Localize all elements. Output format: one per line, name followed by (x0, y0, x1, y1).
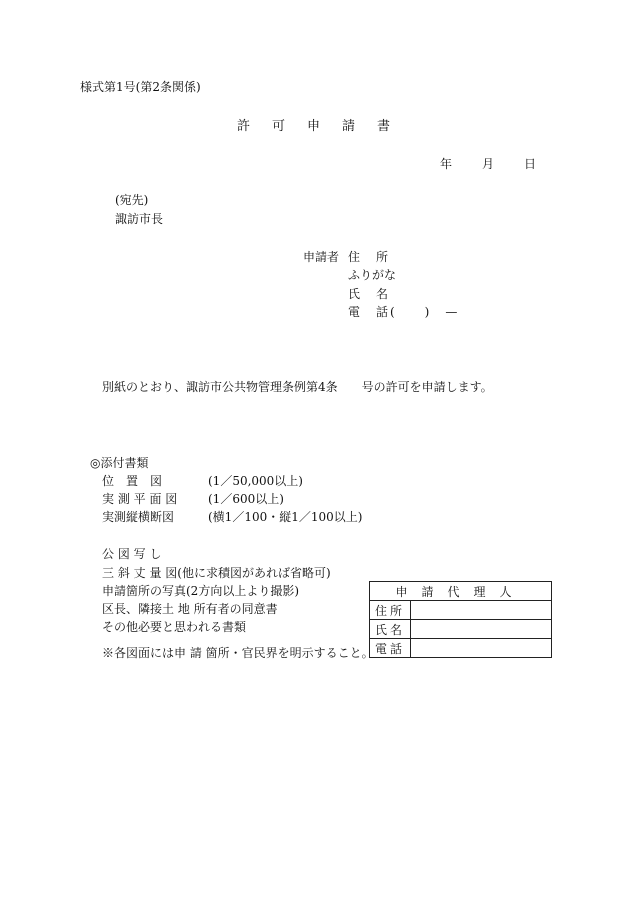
attachment-item-name: 実 測 平 面 図 (102, 492, 178, 506)
page-title: 許可申請書 (237, 119, 413, 134)
agent-table-header: 申請代理人 (370, 582, 552, 601)
agent-address-value[interactable] (411, 601, 552, 620)
applicant-furigana-label: ふりがな (348, 268, 397, 282)
attachment-other: 区長、隣接土 地 所有者の同意書 (102, 602, 278, 616)
addressee-name: 諏訪市長 (115, 212, 164, 226)
application-statement (102, 380, 493, 394)
statement-part1: 別紙のとおり、諏訪市公共物管理条例第4条 (102, 380, 338, 394)
applicant-address-label: 住 所 (348, 250, 391, 264)
applicant-phone-label: 電 話( ) — (348, 305, 460, 319)
attachment-other: その他必要と思われる書類 (102, 620, 247, 634)
agent-phone-value[interactable] (411, 639, 552, 658)
table-row (370, 620, 552, 639)
form-number: 様式第1号(第2条関係) (80, 80, 201, 94)
attachment-other: 申請箇所の写真(2方向以上より撮影) (102, 584, 299, 598)
agent-phone-label: 電話 (370, 639, 411, 658)
attachment-item-note: (1／50,000以上) (208, 474, 303, 488)
attachment-item-name: 実測縦横断図 (102, 510, 175, 524)
attachment-other: 三 斜 丈 量 図(他に求積図があれば省略可) (102, 566, 331, 580)
date-year: 年 (440, 157, 453, 171)
applicant-label: 申請者 (303, 250, 340, 264)
table-row (370, 601, 552, 620)
attachment-item-note: (横1／100・縦1／100以上) (208, 510, 363, 524)
agent-address-label: 住所 (370, 601, 411, 620)
date-day: 日 (524, 157, 537, 171)
date-month: 月 (482, 157, 495, 171)
agent-name-label: 氏名 (370, 620, 411, 639)
addressee-prefix: (宛先) (115, 193, 149, 207)
attachment-note: ※各図面には申 請 箇所・官民界を明示すること。 (102, 646, 374, 660)
agent-name-value[interactable] (411, 620, 552, 639)
date-line (440, 157, 536, 171)
attachment-item-name: 位 置 図 (102, 474, 163, 488)
attachment-other: 公 図 写 し (102, 547, 162, 561)
agent-table (369, 581, 552, 658)
table-row (370, 639, 552, 658)
statement-part2: 号の許可を申請します。 (361, 380, 493, 394)
attachments-heading: ◎添付書類 (90, 456, 149, 470)
applicant-name-label: 氏 名 (348, 287, 391, 301)
attachment-item-note: (1／600以上) (208, 492, 284, 506)
